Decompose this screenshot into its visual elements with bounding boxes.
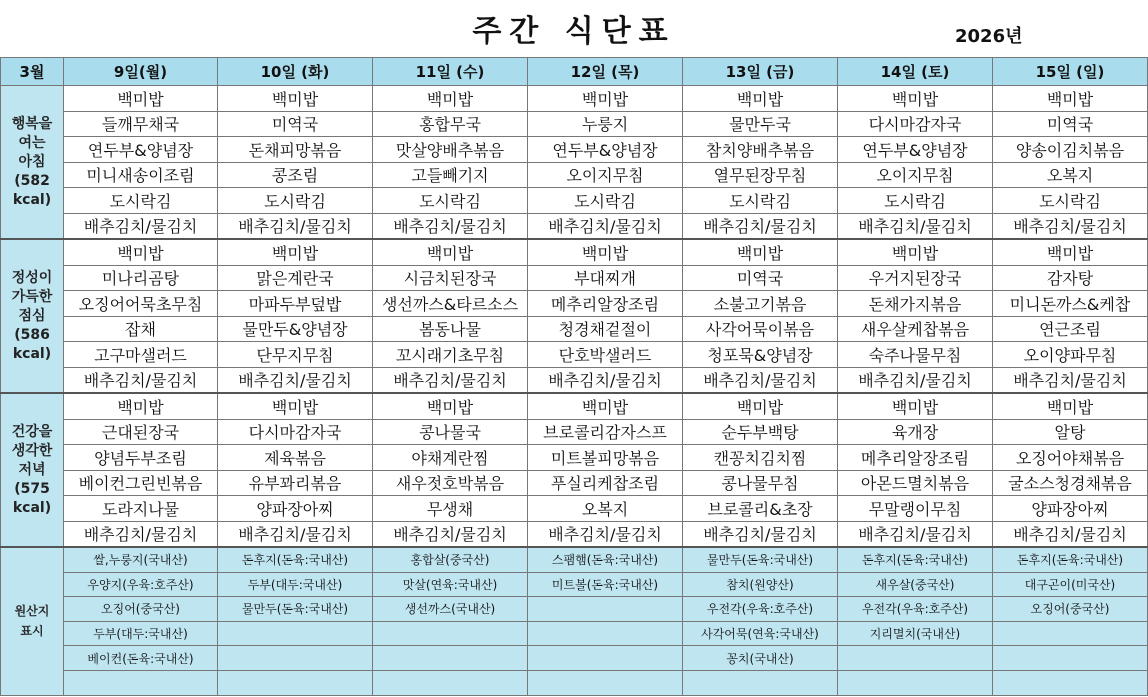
meal-label-line: 생각한 [11, 442, 53, 459]
menu-item: 도시락김 [993, 188, 1148, 214]
menu-item: 오이양파무침 [993, 342, 1148, 368]
menu-item: 백미밥 [838, 239, 993, 265]
origin-item [683, 670, 838, 695]
menu-item: 미나리곰탕 [64, 265, 218, 291]
menu-item: 백미밥 [373, 239, 528, 265]
menu-item: 콩조림 [218, 162, 373, 188]
meal-label-line: 가득한 [11, 288, 53, 305]
menu-item: 배추김치/물김치 [218, 213, 373, 239]
menu-item: 다시마감자국 [218, 419, 373, 445]
meal-label-line: (586 [14, 326, 50, 343]
origin-item: 우양지(우육:호주산) [64, 572, 218, 597]
menu-item: 배추김치/물김치 [838, 521, 993, 547]
breakfast-row [1, 162, 1148, 188]
breakfast-row [1, 137, 1148, 163]
menu-item: 백미밥 [528, 393, 683, 419]
weekly-menu-table [0, 57, 1148, 696]
menu-item: 고구마샐러드 [64, 342, 218, 368]
menu-item: 참치양배추볶음 [683, 137, 838, 163]
menu-item: 물만두국 [683, 111, 838, 137]
menu-item: 브로콜리감자스프 [528, 419, 683, 445]
menu-item: 굴소스청경채볶음 [993, 470, 1148, 496]
dinner-row [1, 445, 1148, 471]
menu-item: 잡채 [64, 316, 218, 342]
menu-item: 홍합무국 [373, 111, 528, 137]
meal-label-line: 저녁 [18, 461, 46, 478]
menu-item: 백미밥 [838, 393, 993, 419]
menu-item: 배추김치/물김치 [528, 367, 683, 393]
origin-item: 돈후지(돈육:국내산) [838, 547, 993, 572]
menu-item: 연두부&양념장 [838, 137, 993, 163]
menu-item: 오복지 [993, 162, 1148, 188]
lunch-row [1, 239, 1148, 265]
origin-label-line: 원산지 [14, 604, 50, 619]
menu-item: 백미밥 [683, 86, 838, 112]
menu-item: 도시락김 [373, 188, 528, 214]
menu-item: 배추김치/물김치 [64, 367, 218, 393]
menu-item: 부대찌개 [528, 265, 683, 291]
menu-item: 단호박샐러드 [528, 342, 683, 368]
origin-item: 사각어묵(연육:국내산) [683, 621, 838, 646]
day-header-row [1, 58, 1148, 86]
menu-item: 꼬시래기초무침 [373, 342, 528, 368]
menu-item: 배추김치/물김치 [993, 367, 1148, 393]
breakfast-row [1, 188, 1148, 214]
menu-item: 미니돈까스&케찹 [993, 291, 1148, 317]
dinner-row [1, 521, 1148, 547]
menu-item: 알탕 [993, 419, 1148, 445]
menu-item: 숙주나물무침 [838, 342, 993, 368]
day-header: 15일 (일) [993, 58, 1148, 86]
menu-item: 들깨무채국 [64, 111, 218, 137]
menu-item: 사각어묵이볶음 [683, 316, 838, 342]
menu-item: 도라지나물 [64, 496, 218, 522]
menu-item: 메추리알장조림 [838, 445, 993, 471]
menu-item: 연두부&양념장 [64, 137, 218, 163]
origin-item: 새우살(중국산) [838, 572, 993, 597]
origin-item [218, 670, 373, 695]
origin-label [1, 547, 64, 695]
menu-item: 맛살양배추볶음 [373, 137, 528, 163]
origin-item: 두부(대두:국내산) [64, 621, 218, 646]
origin-item: 물만두(돈육:국내산) [683, 547, 838, 572]
menu-item: 백미밥 [993, 393, 1148, 419]
menu-item: 아몬드멸치볶음 [838, 470, 993, 496]
menu-item: 배추김치/물김치 [838, 367, 993, 393]
origin-item: 물만두(돈육:국내산) [218, 597, 373, 622]
origin-item [838, 670, 993, 695]
lunch-label [1, 239, 64, 393]
menu-item: 백미밥 [64, 239, 218, 265]
menu-item: 오이지무침 [528, 162, 683, 188]
meal-label-line: (582 [14, 172, 50, 189]
lunch-row [1, 342, 1148, 368]
menu-item: 누룽지 [528, 111, 683, 137]
menu-item: 양파장아찌 [993, 496, 1148, 522]
menu-item: 백미밥 [683, 393, 838, 419]
meal-label-line: 점심 [18, 307, 46, 324]
origin-item: 미트볼(돈육:국내산) [528, 572, 683, 597]
menu-item: 미역국 [993, 111, 1148, 137]
menu-item: 연두부&양념장 [528, 137, 683, 163]
menu-item: 물만두&양념장 [218, 316, 373, 342]
origin-item: 홍합살(중국산) [373, 547, 528, 572]
origin-row [1, 597, 1148, 622]
menu-item: 배추김치/물김치 [683, 521, 838, 547]
menu-body [1, 86, 1148, 696]
origin-row [1, 646, 1148, 671]
menu-item: 배추김치/물김치 [64, 213, 218, 239]
menu-item: 청포묵&양념장 [683, 342, 838, 368]
origin-item: 오징어(중국산) [64, 597, 218, 622]
menu-item: 새우젓호박볶음 [373, 470, 528, 496]
menu-item: 맑은계란국 [218, 265, 373, 291]
day-header: 10일 (화) [218, 58, 373, 86]
menu-item: 배추김치/물김치 [373, 367, 528, 393]
origin-item: 스팸햄(돈육:국내산) [528, 547, 683, 572]
menu-item: 백미밥 [218, 393, 373, 419]
menu-item: 다시마감자국 [838, 111, 993, 137]
breakfast-label [1, 86, 64, 240]
lunch-row [1, 316, 1148, 342]
menu-item: 푸실리케찹조림 [528, 470, 683, 496]
menu-item: 배추김치/물김치 [373, 521, 528, 547]
menu-item: 배추김치/물김치 [683, 367, 838, 393]
origin-item [993, 646, 1148, 671]
menu-item: 야채계란찜 [373, 445, 528, 471]
menu-item: 오징어어묵초무침 [64, 291, 218, 317]
dinner-row [1, 393, 1148, 419]
origin-item: 돈후지(돈육:국내산) [218, 547, 373, 572]
menu-item: 봄동나물 [373, 316, 528, 342]
menu-item: 우거지된장국 [838, 265, 993, 291]
year-label: 2026년 [955, 26, 1023, 47]
menu-item: 콩나물무침 [683, 470, 838, 496]
lunch-row [1, 265, 1148, 291]
origin-item [528, 597, 683, 622]
day-header: 13일 (금) [683, 58, 838, 86]
meal-label-line: 행복을 [11, 115, 53, 132]
menu-item: 감자탕 [993, 265, 1148, 291]
menu-item: 백미밥 [218, 86, 373, 112]
meal-label-line: 여는 [18, 134, 46, 151]
origin-item [218, 646, 373, 671]
menu-item: 연근조림 [993, 316, 1148, 342]
menu-item: 백미밥 [528, 86, 683, 112]
menu-item: 도시락김 [683, 188, 838, 214]
menu-item: 오이지무침 [838, 162, 993, 188]
origin-item [373, 670, 528, 695]
origin-item: 지리멸치(국내산) [838, 621, 993, 646]
menu-item: 배추김치/물김치 [838, 213, 993, 239]
menu-item: 배추김치/물김치 [528, 521, 683, 547]
menu-item: 콩나물국 [373, 419, 528, 445]
menu-item: 열무된장무침 [683, 162, 838, 188]
menu-item: 시금치된장국 [373, 265, 528, 291]
origin-item: 참치(원양산) [683, 572, 838, 597]
menu-item: 배추김치/물김치 [683, 213, 838, 239]
origin-item: 생선까스(국내산) [373, 597, 528, 622]
origin-item [373, 621, 528, 646]
menu-item: 도시락김 [218, 188, 373, 214]
origin-row [1, 621, 1148, 646]
menu-item: 백미밥 [838, 86, 993, 112]
origin-item [528, 670, 683, 695]
menu-item: 무말랭이무침 [838, 496, 993, 522]
origin-item [528, 646, 683, 671]
lunch-row [1, 367, 1148, 393]
origin-item: 꽁치(국내산) [683, 646, 838, 671]
page-title: 주간 식단표 [472, 14, 676, 49]
origin-item: 두부(대두:국내산) [218, 572, 373, 597]
menu-item: 백미밥 [993, 86, 1148, 112]
breakfast-row [1, 111, 1148, 137]
menu-item: 배추김치/물김치 [373, 213, 528, 239]
menu-item: 유부꽈리볶음 [218, 470, 373, 496]
menu-item: 미역국 [218, 111, 373, 137]
dinner-row [1, 419, 1148, 445]
menu-item: 미니새송이조림 [64, 162, 218, 188]
menu-item: 청경채겉절이 [528, 316, 683, 342]
origin-item [838, 646, 993, 671]
menu-item: 오복지 [528, 496, 683, 522]
menu-item: 백미밥 [528, 239, 683, 265]
menu-item: 메추리알장조림 [528, 291, 683, 317]
menu-item: 배추김치/물김치 [64, 521, 218, 547]
menu-item: 마파두부덮밥 [218, 291, 373, 317]
menu-item: 육개장 [838, 419, 993, 445]
meal-label-line: 건강을 [11, 423, 53, 440]
menu-item: 배추김치/물김치 [993, 521, 1148, 547]
meal-label-line: 정성이 [11, 269, 53, 286]
menu-item: 무생채 [373, 496, 528, 522]
origin-row [1, 547, 1148, 572]
menu-item: 백미밥 [64, 86, 218, 112]
menu-item: 백미밥 [64, 393, 218, 419]
breakfast-row [1, 86, 1148, 112]
day-header: 14일 (토) [838, 58, 993, 86]
menu-item: 순두부백탕 [683, 419, 838, 445]
dinner-label [1, 393, 64, 547]
menu-item: 브로콜리&초장 [683, 496, 838, 522]
menu-item: 돈채가지볶음 [838, 291, 993, 317]
menu-item: 소불고기볶음 [683, 291, 838, 317]
dinner-row [1, 470, 1148, 496]
header [0, 0, 1148, 58]
menu-item: 생선까스&타르소스 [373, 291, 528, 317]
origin-item [528, 621, 683, 646]
origin-item [218, 621, 373, 646]
menu-item: 돈채피망볶음 [218, 137, 373, 163]
menu-item: 백미밥 [373, 86, 528, 112]
origin-item: 오징어(중국산) [993, 597, 1148, 622]
menu-item: 제육볶음 [218, 445, 373, 471]
menu-item: 백미밥 [218, 239, 373, 265]
menu-item: 도시락김 [528, 188, 683, 214]
menu-item: 미역국 [683, 265, 838, 291]
menu-item: 고들빼기지 [373, 162, 528, 188]
menu-item: 배추김치/물김치 [528, 213, 683, 239]
meal-label-line: (575 [14, 480, 50, 497]
menu-item: 배추김치/물김치 [218, 367, 373, 393]
menu-item: 베이컨그린빈볶음 [64, 470, 218, 496]
origin-item: 맛살(연육:국내산) [373, 572, 528, 597]
menu-item: 단무지무침 [218, 342, 373, 368]
menu-item: 도시락김 [838, 188, 993, 214]
menu-item: 캔꽁치김치찜 [683, 445, 838, 471]
day-header: 11일 (수) [373, 58, 528, 86]
menu-item: 배추김치/물김치 [218, 521, 373, 547]
lunch-row [1, 291, 1148, 317]
menu-item: 근대된장국 [64, 419, 218, 445]
origin-row [1, 572, 1148, 597]
origin-item: 우전각(우육:호주산) [683, 597, 838, 622]
origin-item: 돈후지(돈육:국내산) [993, 547, 1148, 572]
menu-item: 새우살케찹볶음 [838, 316, 993, 342]
day-header: 12일 (목) [528, 58, 683, 86]
meal-label-line: kcal) [12, 345, 52, 362]
origin-item: 베이컨(돈육:국내산) [64, 646, 218, 671]
origin-row [1, 670, 1148, 695]
origin-item [993, 621, 1148, 646]
origin-item [64, 670, 218, 695]
origin-item [373, 646, 528, 671]
menu-item: 백미밥 [683, 239, 838, 265]
month-header: 3월 [1, 58, 64, 86]
breakfast-row [1, 213, 1148, 239]
origin-label-line: 표시 [20, 624, 44, 639]
meal-label-line: kcal) [12, 499, 52, 516]
meal-label-line: 아침 [18, 153, 46, 170]
menu-item: 도시락김 [64, 188, 218, 214]
origin-item: 대구곤이(미국산) [993, 572, 1148, 597]
menu-item: 배추김치/물김치 [993, 213, 1148, 239]
menu-item: 양송이김치볶음 [993, 137, 1148, 163]
meal-label-line: kcal) [12, 191, 52, 208]
origin-item [993, 670, 1148, 695]
menu-item: 백미밥 [373, 393, 528, 419]
origin-item: 우전각(우육:호주산) [838, 597, 993, 622]
menu-item: 백미밥 [993, 239, 1148, 265]
menu-item: 양념두부조림 [64, 445, 218, 471]
dinner-row [1, 496, 1148, 522]
origin-item: 쌀,누룽지(국내산) [64, 547, 218, 572]
menu-item: 양파장아찌 [218, 496, 373, 522]
day-header: 9일(월) [64, 58, 218, 86]
menu-item: 미트볼피망볶음 [528, 445, 683, 471]
menu-item: 오징어야채볶음 [993, 445, 1148, 471]
